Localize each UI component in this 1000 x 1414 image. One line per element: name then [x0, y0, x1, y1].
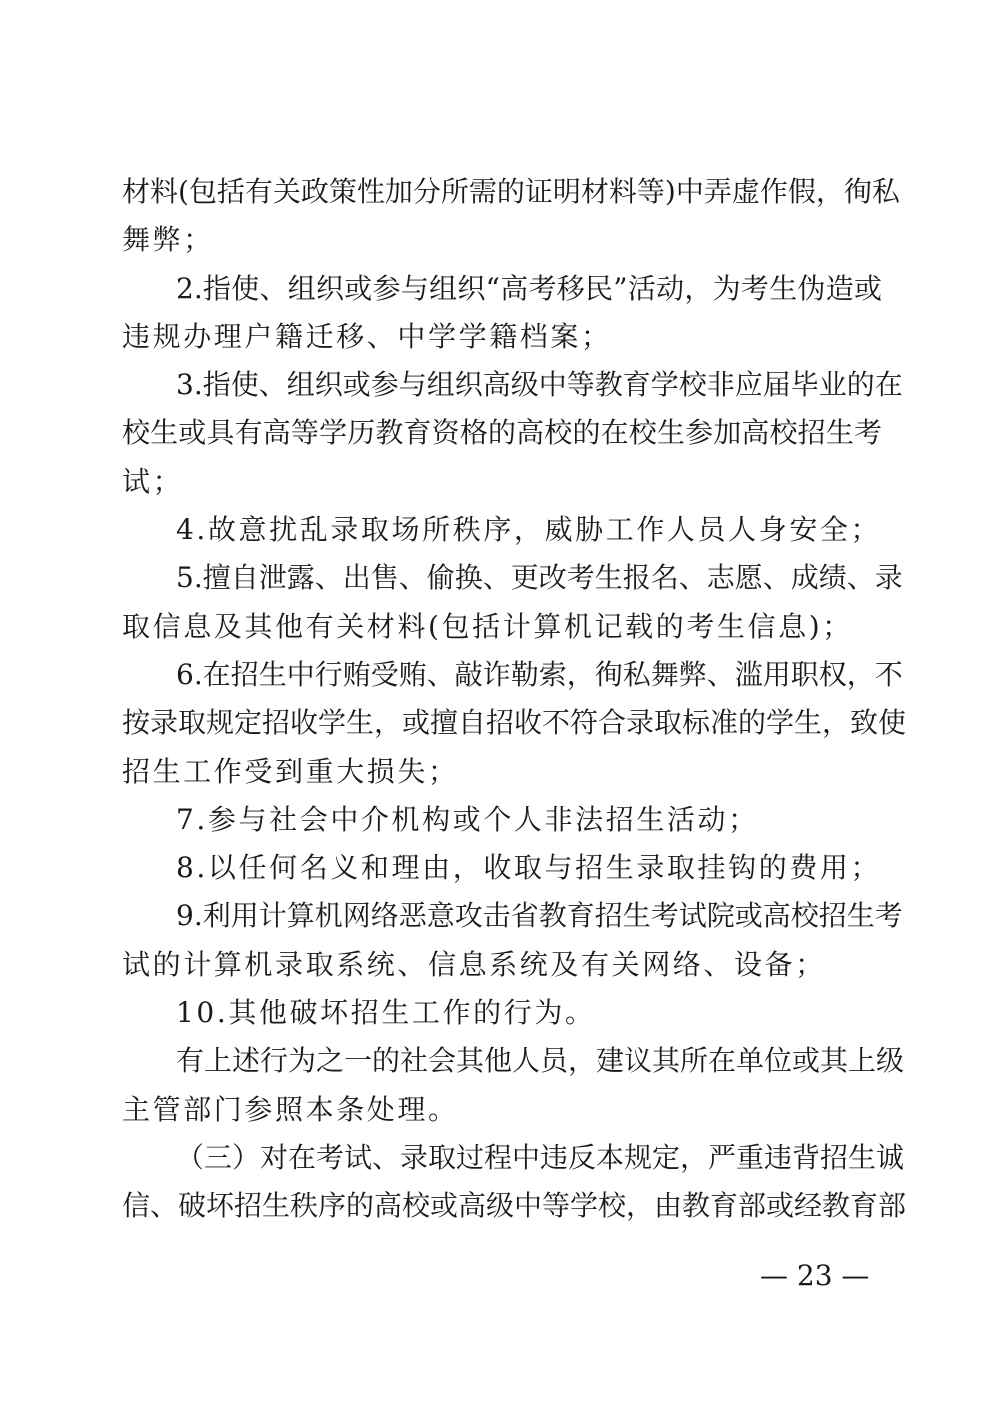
text-line: 违规办理户籍迁移、中学学籍档案； — [122, 319, 612, 353]
text-line: 8.以任何名义和理由，收取与招生录取挂钩的费用； — [176, 851, 882, 885]
text-line: 试的计算机录取系统、信息系统及有关网络、设备； — [122, 947, 826, 981]
text-line: 主管部门参照本条处理。 — [122, 1092, 459, 1126]
text-line: 10.其他破坏招生工作的行为。 — [176, 996, 596, 1030]
text-line: 试； — [122, 464, 184, 498]
body-text — [122, 168, 907, 1231]
text-line: 舞弊； — [122, 223, 214, 257]
text-line: 7.参与社会中介机构或个人非法招生活动； — [176, 802, 759, 836]
text-line: 2.指使、组织或参与组织“高考移民”活动，为考生伪造或 — [176, 271, 882, 305]
text-line: 9.利用计算机网络恶意攻击省教育招生考试院或高校招生考 — [176, 899, 903, 933]
page-number: — 23 — — [760, 1259, 870, 1292]
text-line: （三）对在考试、录取过程中违反本规定，严重违背招生诚 — [176, 1140, 905, 1174]
text-line: 有上述行为之一的社会其他人员，建议其所在单位或其上级 — [176, 1044, 905, 1078]
text-line: 3.指使、组织或参与组织高级中等教育学校非应届毕业的在 — [176, 368, 903, 402]
text-line: 信、破坏招生秩序的高校或高级中等学校，由教育部或经教育部 — [122, 1189, 907, 1223]
text-line: 材料(包括有关政策性加分所需的证明材料等)中弄虚作假，徇私 — [122, 175, 900, 208]
text-line: 校生或具有高等学历教育资格的高校的在校生参加高校招生考 — [122, 416, 882, 450]
text-line: 5.擅自泄露、出售、偷换、更改考生报名、志愿、成绩、录 — [176, 561, 903, 595]
text-line: 6.在招生中行贿受贿、敲诈勒索，徇私舞弊、滥用职权，不 — [176, 657, 903, 691]
text-line: 招生工作受到重大损失； — [122, 754, 459, 788]
text-line: 4.故意扰乱录取场所秩序，威胁工作人员人身安全； — [176, 513, 882, 547]
text-line: 按录取规定招收学生，或擅自招收不符合录取标准的学生，致使 — [122, 706, 907, 740]
text-line: 取信息及其他有关材料(包括计算机记载的考生信息)； — [122, 609, 853, 643]
